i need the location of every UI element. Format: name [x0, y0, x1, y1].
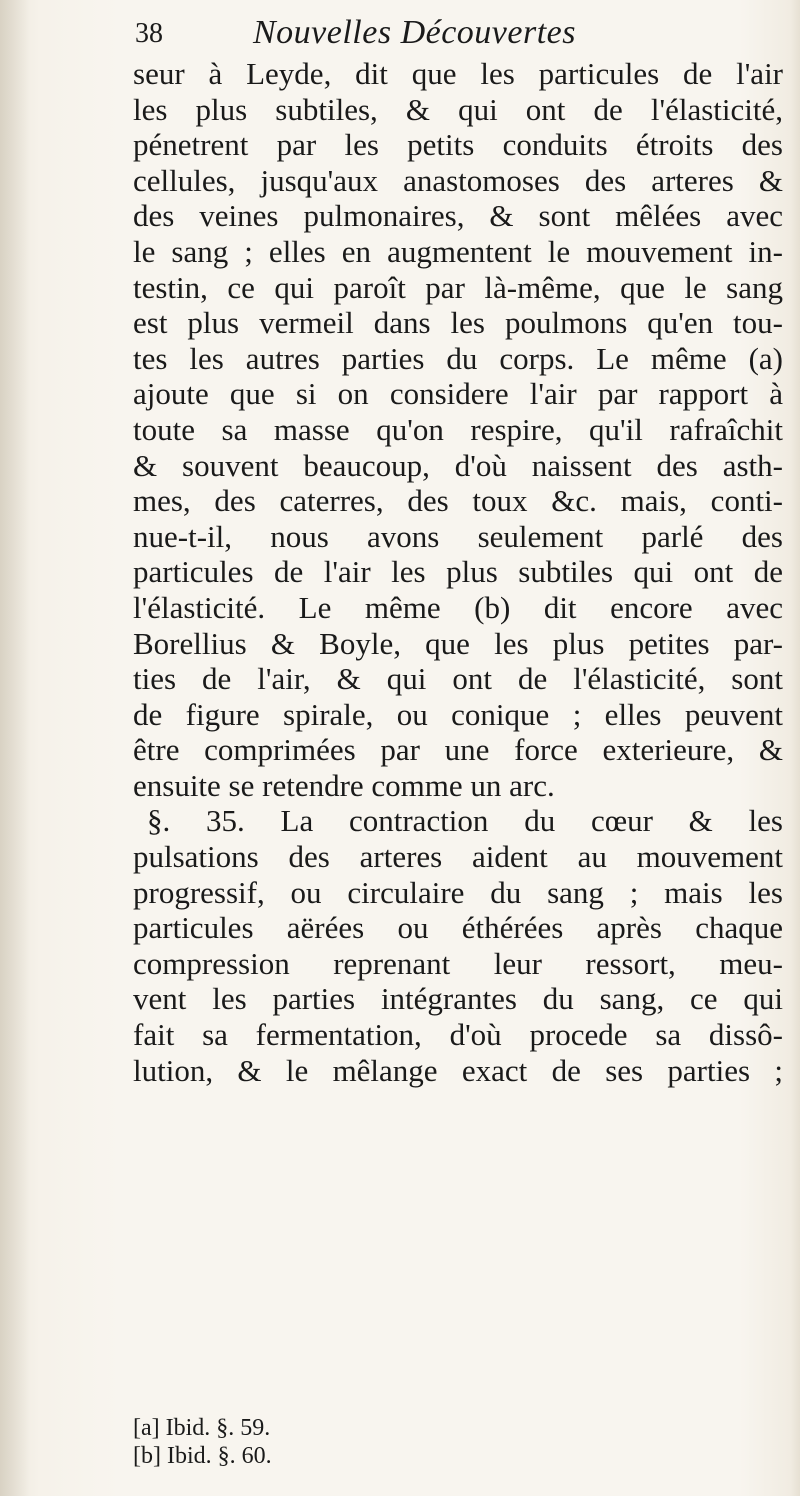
text-line: tes les autres parties du corps. Le même (a): [133, 340, 783, 376]
footnote-a: [a] Ibid. §. 59.: [133, 1415, 271, 1441]
text-line: être comprimées par une force exterieure, &: [133, 732, 783, 768]
page-header: [135, 14, 775, 54]
text-line: mes, des caterres, des toux &c. mais, conti-: [133, 483, 783, 519]
text-line: lution, & le mêlange exact de ses parties ;: [133, 1052, 783, 1088]
text-line: toute sa masse qu'on respire, qu'il rafraîchit: [133, 411, 783, 447]
text-line: les plus subtiles, & qui ont de l'élasticité,: [133, 91, 783, 127]
text-line: progressif, ou circulaire du sang ; mais les: [133, 874, 783, 910]
text-line: Borellius & Boyle, que les plus petites par-: [133, 625, 783, 661]
text-line: pulsations des arteres aident au mouvement: [133, 839, 783, 875]
gutter-shadow: [0, 0, 30, 1496]
text-line: ajoute que si on considere l'air par rapport à: [133, 376, 783, 412]
text-line: vent les parties intégrantes du sang, ce qui: [133, 981, 783, 1017]
text-line: fait sa fermentation, d'où procede sa dissô-: [133, 1017, 783, 1053]
text-line: ties de l'air, & qui ont de l'élasticité, sont: [133, 661, 783, 697]
text-line: testin, ce qui paroît par là-même, que le sang: [133, 269, 783, 305]
text-line: seur à Leyde, dit que les particules de l'air: [133, 56, 783, 91]
text-line: de figure spirale, ou conique ; elles peuvent: [133, 696, 783, 732]
text-line: est plus vermeil dans les poulmons qu'en tou-: [133, 305, 783, 341]
section-heading-line: §. 35. La contraction du cœur & les: [147, 803, 783, 839]
text-line: nue-t-il, nous avons seulement parlé des: [133, 518, 783, 554]
text-line: des veines pulmonaires, & sont mêlées avec: [133, 198, 783, 234]
footnote-b: [b] Ibid. §. 60.: [133, 1443, 272, 1469]
text-line: l'élasticité. Le même (b) dit encore avec: [133, 589, 783, 625]
body-text: [133, 56, 783, 1088]
text-line: & souvent beaucoup, d'où naissent des asth-: [133, 447, 783, 483]
text-line: ensuite se retendre comme un arc.: [133, 767, 555, 803]
text-line: compression reprenant leur ressort, meu-: [133, 945, 783, 981]
text-line: particules de l'air les plus subtiles qui ont de: [133, 554, 783, 590]
page-number: 38: [135, 18, 163, 49]
text-line: particules aërées ou éthérées après chaque: [133, 910, 783, 946]
text-line: pénetrent par les petits conduits étroits des: [133, 127, 783, 163]
running-title: Nouvelles Découvertes: [253, 14, 576, 51]
text-line: cellules, jusqu'aux anastomoses des arteres &: [133, 162, 783, 198]
footnotes: [133, 1414, 433, 1470]
text-line: le sang ; elles en augmentent le mouvement in-: [133, 233, 783, 269]
